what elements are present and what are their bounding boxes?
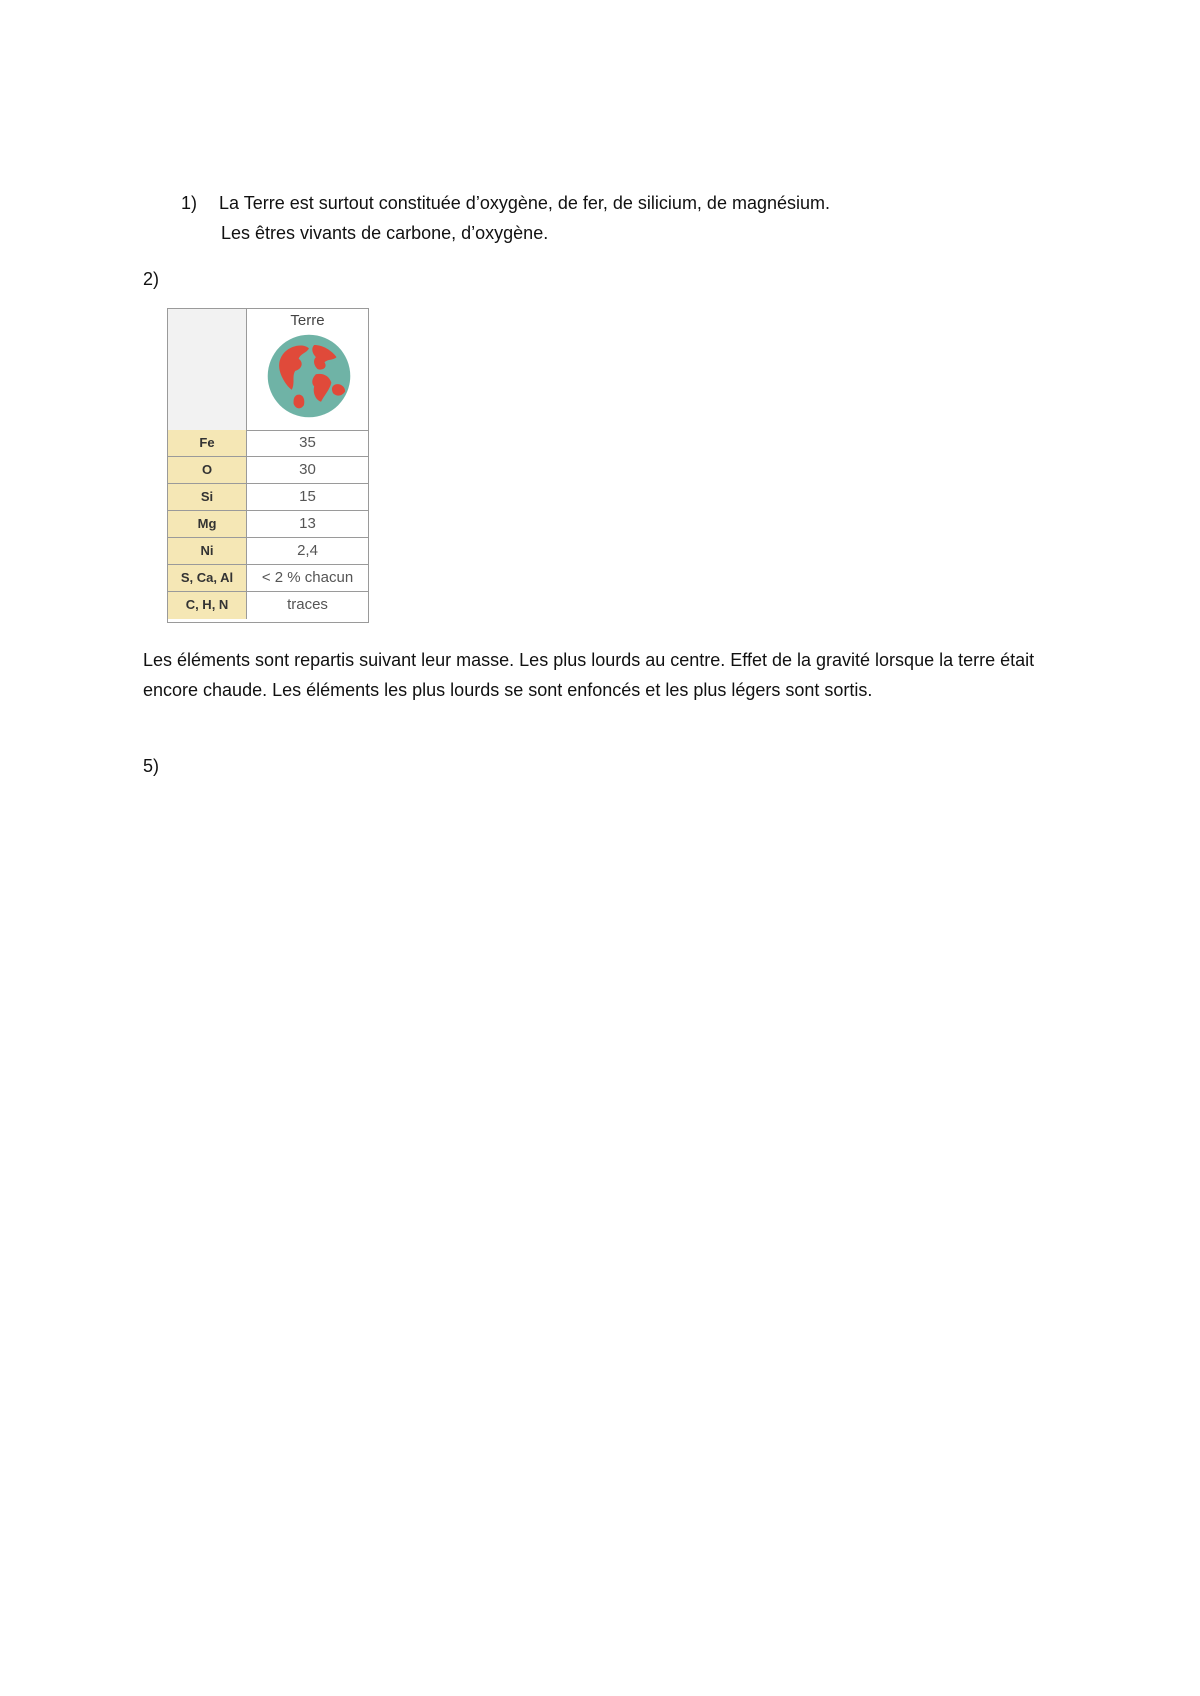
table-row: [168, 592, 368, 619]
answer-2-number: 2): [143, 269, 160, 289]
percentage-value-cell: 13: [299, 515, 316, 532]
element-composition-table: [167, 308, 369, 623]
table-header: [168, 309, 368, 431]
table-row: [168, 511, 368, 538]
element-symbol-cell: Si: [168, 484, 247, 510]
element-symbol-cell: S, Ca, Al: [168, 565, 247, 591]
answer-1-number: 1): [181, 193, 198, 213]
answer-1-text: La Terre est surtout constituée d’oxygène, de fer, de silicium, de magnésium.: [219, 193, 830, 213]
answer-1-line-1: [181, 188, 830, 218]
element-symbol-cell: Fe: [168, 430, 247, 456]
table-row: [168, 430, 368, 457]
table-row: [168, 538, 368, 565]
percentage-value-cell: 2,4: [297, 542, 318, 559]
percentage-value-cell: < 2 % chacun: [261, 569, 354, 586]
element-symbol-cell: C, H, N: [168, 592, 247, 619]
table-row: [168, 457, 368, 484]
element-symbol-cell: O: [168, 457, 247, 483]
percentage-value-cell: traces: [287, 596, 328, 613]
table-header-blank-cell: [168, 309, 247, 430]
element-symbol-cell: Mg: [168, 511, 247, 537]
earth-globe-icon: [266, 333, 352, 419]
table-row: [168, 565, 368, 592]
explanation-paragraph: Les éléments sont repartis suivant leur masse. Les plus lourds au centre. Effet de la gravité lorsque la terre était encore chaude. Les éléments les plus lourds se sont enfoncés et les plus légers sont sortis.: [143, 650, 1035, 700]
table-row: [168, 484, 368, 511]
percentage-value-cell: 15: [299, 488, 316, 505]
table-body: [168, 430, 368, 619]
answer-5-number: 5): [143, 756, 160, 776]
element-symbol-cell: Ni: [168, 538, 247, 564]
percentage-value-cell: 35: [299, 434, 316, 451]
percentage-value-cell: 30: [299, 461, 316, 478]
answer-1-line-2: Les êtres vivants de carbone, d’oxygène.: [221, 223, 549, 243]
column-title-terre: Terre: [290, 312, 325, 329]
